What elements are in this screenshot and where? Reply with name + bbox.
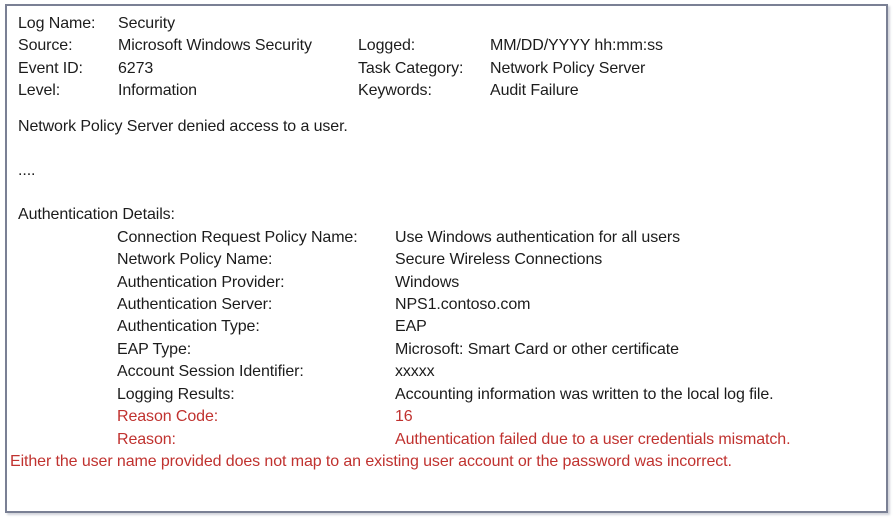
source-value: Microsoft Windows Security bbox=[118, 37, 312, 55]
error-explanation-text: Either the user name provided does not map to an existing user account or the password was incorrect. bbox=[10, 452, 732, 470]
detail-value: Use Windows authentication for all users bbox=[395, 228, 681, 246]
level-value: Information bbox=[118, 82, 197, 100]
detail-value: Accounting information was written to the local log file. bbox=[395, 385, 774, 403]
event-description: Network Policy Server denied access to a user. bbox=[18, 117, 348, 135]
log-name-label: Log Name: bbox=[18, 15, 96, 32]
detail-row-authentication-type bbox=[18, 316, 876, 338]
detail-label: Account Session Identifier: bbox=[117, 363, 304, 381]
level-label: Level: bbox=[18, 82, 61, 100]
task-category-label: Task Category: bbox=[358, 59, 464, 77]
detail-label: Connection Request Policy Name: bbox=[117, 228, 358, 246]
detail-row-logging-results bbox=[18, 384, 876, 406]
detail-row-connection-request-policy bbox=[18, 227, 876, 249]
header-row-source bbox=[18, 35, 876, 57]
detail-label: Logging Results: bbox=[117, 385, 235, 403]
detail-value: 16 bbox=[395, 408, 413, 426]
event-id-value: 6273 bbox=[118, 59, 154, 77]
detail-label: Authentication Type: bbox=[117, 318, 260, 336]
detail-row-reason bbox=[18, 429, 876, 451]
event-header bbox=[18, 13, 876, 103]
keywords-value: Audit Failure bbox=[490, 82, 579, 100]
header-row-event-id bbox=[18, 58, 876, 80]
detail-value: Secure Wireless Connections bbox=[395, 251, 603, 269]
detail-value: Authentication failed due to a user credentials mismatch. bbox=[395, 430, 791, 448]
detail-row-reason-code bbox=[18, 406, 876, 428]
source-label: Source: bbox=[18, 37, 73, 55]
header-value-empty bbox=[490, 13, 876, 35]
detail-label: Authentication Provider: bbox=[117, 273, 285, 291]
header-row-log-name bbox=[18, 13, 876, 35]
detail-row-authentication-provider bbox=[18, 272, 876, 294]
detail-value: Microsoft: Smart Card or other certificate bbox=[395, 340, 679, 358]
detail-label: EAP Type: bbox=[117, 340, 192, 358]
detail-value: xxxxx bbox=[395, 363, 435, 381]
detail-row-network-policy-name bbox=[18, 249, 876, 271]
detail-row-authentication-server bbox=[18, 294, 876, 316]
authentication-details-list bbox=[18, 227, 876, 451]
detail-row-eap-type bbox=[18, 339, 876, 361]
task-category-value: Network Policy Server bbox=[490, 59, 646, 77]
authentication-details-heading: Authentication Details: bbox=[18, 206, 175, 224]
detail-label: Network Policy Name: bbox=[117, 251, 273, 269]
logged-label: Logged: bbox=[358, 37, 416, 55]
detail-value: EAP bbox=[395, 318, 427, 336]
keywords-label: Keywords: bbox=[358, 82, 432, 100]
ellipsis-text: .... bbox=[18, 162, 36, 180]
detail-label: Authentication Server: bbox=[117, 296, 273, 314]
header-label-empty bbox=[358, 13, 490, 35]
detail-row-account-session-identifier bbox=[18, 361, 876, 383]
detail-label: Reason: bbox=[117, 430, 176, 448]
logged-value: MM/DD/YYYY hh:mm:ss bbox=[490, 37, 663, 55]
event-log-panel bbox=[5, 4, 888, 513]
event-id-label: Event ID: bbox=[18, 59, 83, 77]
header-row-level bbox=[18, 80, 876, 102]
log-name-value: Security bbox=[118, 15, 175, 32]
detail-value: NPS1.contoso.com bbox=[395, 296, 531, 314]
detail-value: Windows bbox=[395, 273, 460, 291]
detail-label: Reason Code: bbox=[117, 408, 219, 426]
